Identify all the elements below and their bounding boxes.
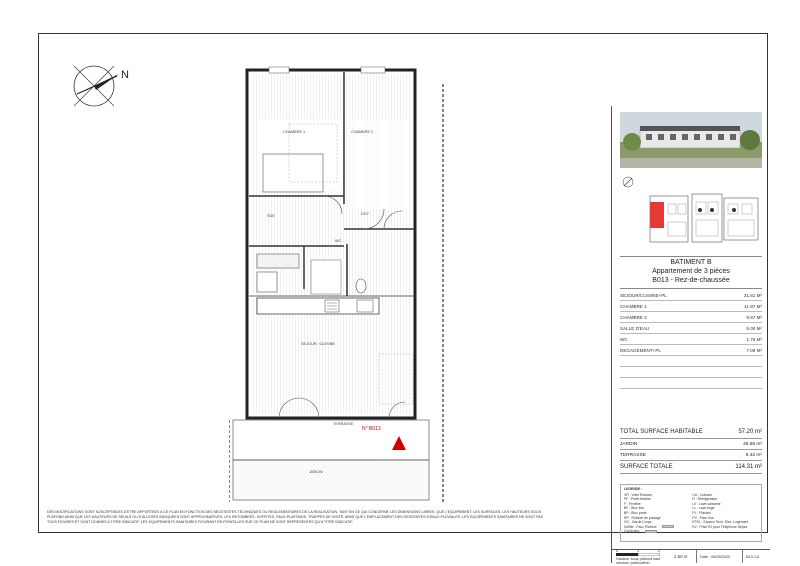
lot-marker-label: N° B013 bbox=[362, 426, 381, 432]
corniche-swatch-icon bbox=[645, 530, 657, 533]
room-label-chambre2: CHAMBRE 2 bbox=[351, 130, 374, 134]
terrasse-row: TERRASSE 8.42 m² bbox=[620, 450, 762, 461]
north-label: N bbox=[121, 69, 129, 81]
north-compass-icon bbox=[69, 54, 139, 114]
legend-item: LV : Lave-vaisselle bbox=[692, 501, 721, 506]
legend-item: BP : Bloc porte bbox=[624, 510, 647, 515]
lot-reference: B013 - Rez-de-chaussée bbox=[652, 277, 730, 284]
legend-item: PF : Porte fenêtre bbox=[624, 497, 651, 502]
area-row: CHAMBRE 2 9.67 M² bbox=[620, 312, 762, 323]
legend-left-column bbox=[624, 493, 690, 534]
building-name: BATIMENT B bbox=[670, 259, 712, 266]
plan-disclaimer: DES MODIFICATIONS SONT SUSCEPTIBLES D'ETRE APPORTEES A CE PLAN EN FONCTION DES NECESSITES TECHNIQUES OU REGLEMENTAIRES DE LA REALISATION, TANT EN CE QUI CONCERNE LES DIMENSIONS LIBRES, QUE L'EQUIPEMENT, LES SURFACES. LES HAUTEURS SOUS PLAFOND AINSI QUE LES HAUTEURS DE SEUILS OU D'ALLEGES INDIQUEES SONT APPROXIMATIVES. LES RETOMBEES, SOFFITES, FAUX-PLAFONDS, TRAPPES DE VISITE, AINSI QUE L'EMPLACEMENT DES DESCENTES D'EAUX PLUVIALES, LES EQUIPEMENTS SANITAIRES NE SONT PAS TOUS FIGURES ET SONT DONNES A TITRE INDICATIF. LES EQUIPEMENTS SANITAIRES FIGURANT EN POINTILLES SUR CE PLAN NE SONT REPRESENTES QU'A TITRE INDICATIF. bbox=[47, 510, 543, 524]
legend-item: ETEL : Espace Tech. Elec. Logement bbox=[692, 520, 749, 525]
apartment-type: Appartement de 3 pièces bbox=[652, 268, 730, 275]
empty-area-row bbox=[620, 367, 762, 378]
scale-block: 0 1 2 Hauteur sous plafond sauf mention particulière : bbox=[612, 549, 674, 565]
room-label-terrasse: TERRASSE bbox=[333, 422, 354, 426]
legend-item: PL : Placard bbox=[692, 510, 711, 515]
legend-item: BF : Bloc fixe bbox=[624, 506, 644, 511]
divider bbox=[620, 256, 762, 257]
floor-plan-area bbox=[39, 34, 611, 504]
building-photo bbox=[620, 112, 762, 168]
scale-bar-icon bbox=[616, 553, 660, 556]
area-row: DEGAGEMENT+PL 7.09 M² bbox=[620, 345, 762, 356]
area-row: SALLE D'EAU 5.00 M² bbox=[620, 323, 762, 334]
area-row: WC 1.76 M² bbox=[620, 334, 762, 345]
area-row: SEJOUR/CUISINE+PL 21.81 M² bbox=[620, 290, 762, 301]
legend-item: Corniches bbox=[624, 529, 690, 534]
room-label-sejour: SEJOUR / CUISINE bbox=[301, 342, 335, 346]
room-label-wc: WC bbox=[335, 239, 342, 243]
legend-box bbox=[620, 484, 762, 542]
empty-area-row bbox=[620, 356, 762, 367]
info-panel bbox=[611, 106, 769, 563]
legend-item: F : Fenêtre bbox=[624, 501, 641, 506]
room-label-sde: SDE bbox=[267, 214, 275, 218]
plan-sheet-frame bbox=[38, 33, 768, 565]
sheet-footer bbox=[612, 549, 770, 563]
legend-item: LL : Lave-linge bbox=[692, 506, 715, 511]
legend-right-column bbox=[692, 493, 758, 534]
legend-item: R : Réfrigérateur bbox=[692, 497, 718, 502]
surface-totale-row: SURFACE TOTALE 114.31 m² bbox=[620, 461, 762, 474]
jardin-row: JARDIN 48.69 m² bbox=[620, 439, 762, 450]
ceiling-height: 2.50 m bbox=[674, 554, 688, 559]
sheet-reference: B13-1.6 bbox=[742, 550, 770, 563]
legend-item: GC : Garde Corps bbox=[624, 520, 652, 525]
apartment-floor-plan bbox=[229, 64, 459, 504]
room-label-dgt: DGT bbox=[361, 212, 370, 216]
legend-item: CU : Cuisson bbox=[692, 492, 713, 497]
ceiling-note: Hauteur sous plafond sauf mention particulière : bbox=[616, 556, 661, 565]
building-location-map bbox=[620, 174, 762, 252]
area-table bbox=[620, 290, 762, 389]
total-habitable-row: TOTAL SURFACE HABITABLE 57.20 m² bbox=[620, 426, 762, 439]
legend-item: Soffite : Faux Plafond bbox=[624, 525, 690, 530]
room-label-chambre1: CHAMBRE 1 bbox=[283, 130, 306, 134]
sheet-date: Date : 06/05/2020 bbox=[696, 550, 742, 563]
empty-area-row bbox=[620, 378, 762, 389]
soffite-swatch-icon bbox=[662, 525, 674, 528]
legend-item: PV : Pare Vue bbox=[692, 515, 714, 520]
room-label-jardin: JARDIN bbox=[309, 470, 323, 474]
legend-item: VR : Volet Roulant bbox=[624, 492, 652, 497]
legend-item: RP : Robinet de puisage bbox=[624, 515, 661, 520]
area-row: CHAMBRE 1 11.87 M² bbox=[620, 301, 762, 312]
legend-item: RJ : Prise RJ pour Téléphone Séjour bbox=[692, 524, 748, 529]
surface-totals bbox=[620, 426, 762, 474]
divider bbox=[620, 288, 762, 289]
legend-title: LEGENDE : bbox=[624, 487, 643, 491]
apartment-title bbox=[612, 258, 770, 285]
